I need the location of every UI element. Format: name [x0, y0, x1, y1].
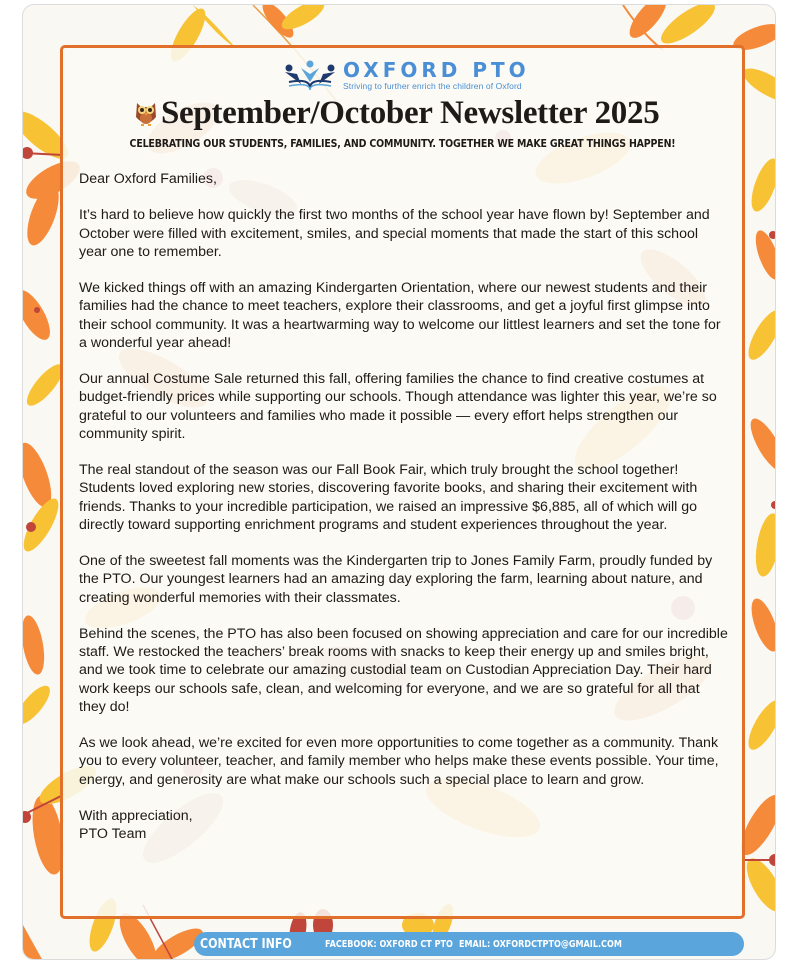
- paragraph-costume-sale: Our annual Costume Sale returned this fall, offering families the chance to find creative costumes at budget-friendly prices while supporting our schools. Though attendance was lighter this year, we’re so grateful to our volunteers and families who made it possible — every effort helps strengthen our community spirit.: [79, 371, 717, 442]
- oxford-pto-logo: [281, 58, 530, 92]
- subtitle-tagline: CELEBRATING OUR STUDENTS, FAMILIES, AND COMMUNITY. TOGETHER WE MAKE GREAT THINGS HAPPEN!: [129, 138, 676, 150]
- logo-title: OXFORD PTO: [343, 57, 530, 82]
- email-link[interactable]: EMAIL: OXFORDCTPTO@GMAIL.COM: [459, 938, 622, 950]
- letter-body: [79, 170, 729, 843]
- letter-signature: PTO Team: [79, 826, 147, 843]
- letter-closing: With appreciation,: [79, 807, 193, 824]
- page-title: September/October Newsletter 2025: [161, 94, 660, 131]
- paragraph-staff-appreciation: Behind the scenes, the PTO has also been focused on showing appreciation and care for our incredible staff. We restocked the teachers’ break rooms with snacks to keep their energy up and smiles bright, and we took time to celebrate our amazing custodial team on Custodian Appreciation Day. Their hard work keeps our schools safe, clean, and welcoming for everyone, and we are so grateful for all that they do!: [79, 625, 728, 715]
- contact-info-title: CONTACT INFO: [200, 936, 292, 952]
- letter-greeting: Dear Oxford Families,: [79, 171, 217, 187]
- paragraph-kindergarten-orientation: We kicked things off with an amazing Kindergarten Orientation, where our newest students and their families had the chance to meet teachers, explore their classrooms, and get a joyful first glimpse into their school community. It was a heartwarming way to welcome our littlest learners and set the tone for a wonderful year ahead!: [79, 280, 721, 351]
- paragraph-intro: It’s hard to believe how quickly the first two months of the school year have flown by! September and October were filled with excitement, smiles, and special moments that made the start of this school year one to remember.: [79, 207, 710, 260]
- facebook-link[interactable]: FACEBOOK: OXFORD CT PTO: [325, 938, 453, 950]
- owl-icon: [133, 99, 159, 127]
- book-children-logo-icon: [281, 60, 339, 90]
- title-row: [133, 94, 659, 132]
- paragraph-looking-ahead: As we look ahead, we’re excited for even more opportunities to come together as a community. Thank you to every volunteer, teacher, and family member who helps make these events possible. Your time, energy, and generosity are what make our schools such a special place to learn and grow.: [79, 735, 719, 788]
- newsletter-frame: [60, 45, 745, 919]
- contact-info-bar: [194, 932, 744, 956]
- paragraph-farm-trip: One of the sweetest fall moments was the Kindergarten trip to Jones Family Farm, proudly funded by the PTO. Our youngest learners had an amazing day exploring the farm, learning about nature, and creating wonderful memories with their classmates.: [79, 553, 713, 606]
- newsletter-card: [22, 4, 776, 960]
- logo-tagline: Striving to further enrich the children of Oxford: [343, 80, 522, 91]
- paragraph-book-fair: The real standout of the season was our Fall Book Fair, which truly brought the school together! Students loved exploring new stories, discovering favorite books, and sharing their excitement with friends. Thanks to your incredible participation, we raised an impressive $6,885, all of which will go directly toward supporting enrichment programs and student experiences throughout the year.: [79, 462, 698, 533]
